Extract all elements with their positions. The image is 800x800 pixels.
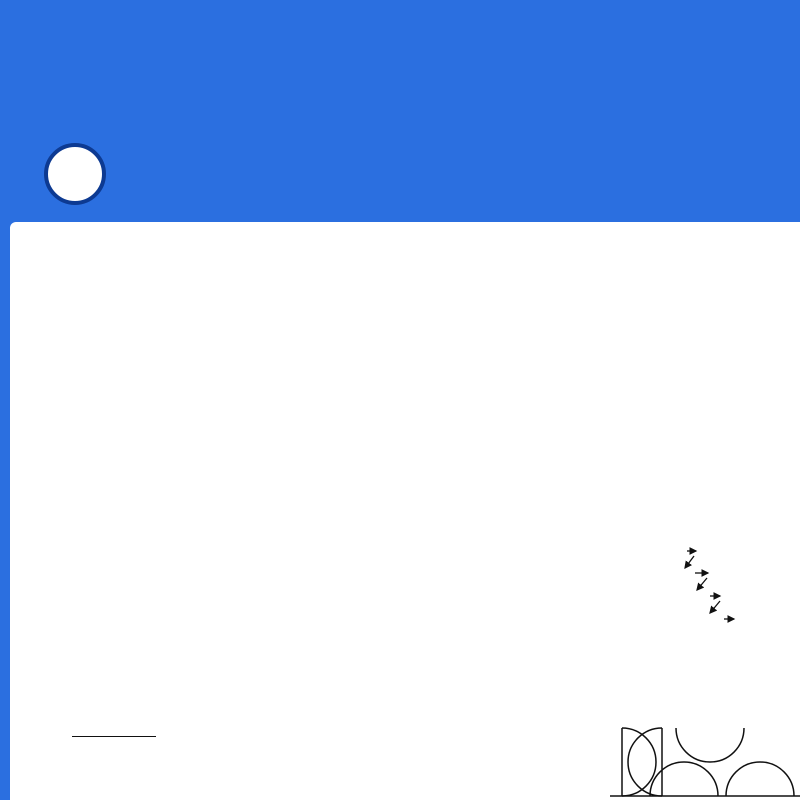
semicircle-3-arc [650, 762, 718, 796]
option-c[interactable] [72, 578, 88, 596]
circled-number [44, 143, 106, 205]
semicircle-4-arc [676, 728, 744, 762]
banner-title [0, 8, 800, 120]
rolling-semicircle-figure [610, 722, 800, 800]
key-point-2 [38, 656, 52, 674]
option-d[interactable] [242, 578, 258, 596]
semicircle-2-arc [628, 728, 662, 796]
module-title [10, 286, 770, 310]
worksheet-page [10, 222, 800, 800]
option-b[interactable] [242, 550, 258, 568]
topic-title [10, 338, 770, 360]
zigzag-arrows [685, 551, 734, 619]
question-2-line-2 [72, 722, 156, 742]
yanghui-triangle-figure [610, 518, 800, 648]
semicircle-5-arc [726, 762, 794, 796]
banner-subtitle [10, 128, 800, 220]
part-heading [42, 234, 76, 265]
option-a[interactable] [72, 550, 88, 568]
answer-blank[interactable] [72, 723, 156, 737]
key-point-1 [38, 402, 52, 420]
